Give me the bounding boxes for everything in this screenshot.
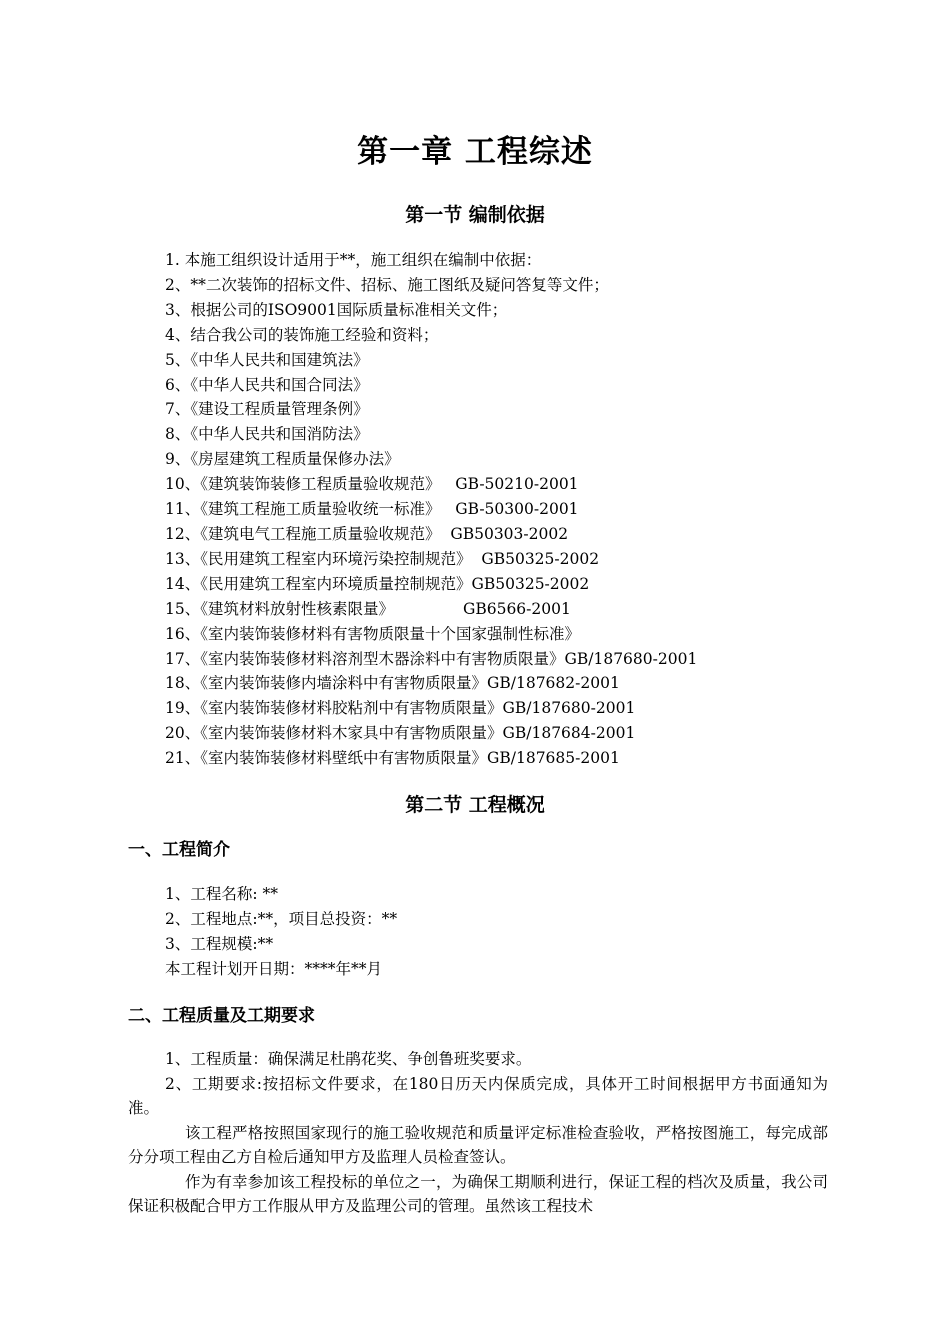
list-item: 9、《房屋建筑工程质量保修办法》 xyxy=(165,450,400,469)
paragraph: 作为有幸参加该工程投标的单位之一，为确保工期顺利进行，保证工程的档次及质量，我公司保证积极配合甲方工作服从甲方及监理公司的管理。虽然该工程技术 xyxy=(128,1172,828,1215)
list-item: 8、《中华人民共和国消防法》 xyxy=(165,425,369,444)
basis-list xyxy=(165,248,697,771)
section-title-overview: 第二节 工程概况 xyxy=(405,794,545,816)
list-item: 10、《建筑装饰装修工程质量验收规范》 GB-50210-2001 xyxy=(165,475,579,494)
list-item: 3、根据公司的ISO9001国际质量标准相关文件； xyxy=(165,300,508,319)
list-item: 5、《中华人民共和国建筑法》 xyxy=(165,350,369,369)
subheading-project-intro: 一、工程简介 xyxy=(128,840,230,860)
list-item: 6、《中华人民共和国合同法》 xyxy=(165,375,369,394)
list-item: 19、《室内装饰装修材料胶粘剂中有害物质限量》GB/187680-2001 xyxy=(165,699,636,718)
subheading-quality-schedule: 二、工程质量及工期要求 xyxy=(128,1006,315,1026)
list-item: 14、《民用建筑工程室内环境质量控制规范》GB50325-2002 xyxy=(165,574,590,593)
paragraph: 1、工程质量：确保满足杜鹃花奖、争创鲁班奖要求。 xyxy=(165,1050,532,1068)
list-item: 21、《室内装饰装修材料壁纸中有害物质限量》GB/187685-2001 xyxy=(165,749,620,768)
list-item: 16、《室内装饰装修材料有害物质限量十个国家强制性标准》 xyxy=(165,624,580,643)
list-item: 13、《民用建筑工程室内环境污染控制规范》 GB50325-2002 xyxy=(165,549,600,568)
list-item: 本工程计划开日期：****年**月 xyxy=(165,960,383,978)
list-item: 7、《建设工程质量管理条例》 xyxy=(165,400,369,419)
list-item: 2、工程地点:**，项目总投资：** xyxy=(165,910,398,928)
requirements-paragraphs xyxy=(128,1047,828,1219)
paragraph: 2、工期要求:按招标文件要求，在180日历天内保质完成，具体开工时间根据甲方书面通知为准。 xyxy=(128,1074,828,1117)
chapter-title: 第一章 工程综述 xyxy=(357,134,593,170)
paragraph: 该工程严格按照国家现行的施工验收规范和质量评定标准检查验收，严格按图施工，每完成部分分项工程由乙方自检后通知甲方及监理人员检查签认。 xyxy=(128,1123,828,1166)
list-item: 1. 本施工组织设计适用于**，施工组织在编制中依据： xyxy=(165,251,542,269)
list-item: 2、**二次装饰的招标文件、招标、施工图纸及疑问答复等文件； xyxy=(165,275,609,294)
list-item: 15、《建筑材料放射性核素限量》 GB6566-2001 xyxy=(165,599,571,618)
list-item: 1、工程名称: ** xyxy=(165,885,279,903)
list-item: 4、结合我公司的装饰施工经验和资料； xyxy=(165,325,439,344)
list-item: 12、《建筑电气工程施工质量验收规范》 GB50303-2002 xyxy=(165,524,569,543)
list-item: 11、《建筑工程施工质量验收统一标准》 GB-50300-2001 xyxy=(165,500,579,519)
list-item: 3、工程规模:** xyxy=(165,935,274,953)
list-item: 17、《室内装饰装修材料溶剂型木器涂料中有害物质限量》GB/187680-2001 xyxy=(165,649,698,668)
project-info-list xyxy=(165,882,397,982)
section-title-basis: 第一节 编制依据 xyxy=(405,204,545,226)
list-item: 18、《室内装饰装修内墙涂料中有害物质限量》GB/187682-2001 xyxy=(165,674,620,693)
list-item: 20、《室内装饰装修材料木家具中有害物质限量》GB/187684-2001 xyxy=(165,724,636,743)
